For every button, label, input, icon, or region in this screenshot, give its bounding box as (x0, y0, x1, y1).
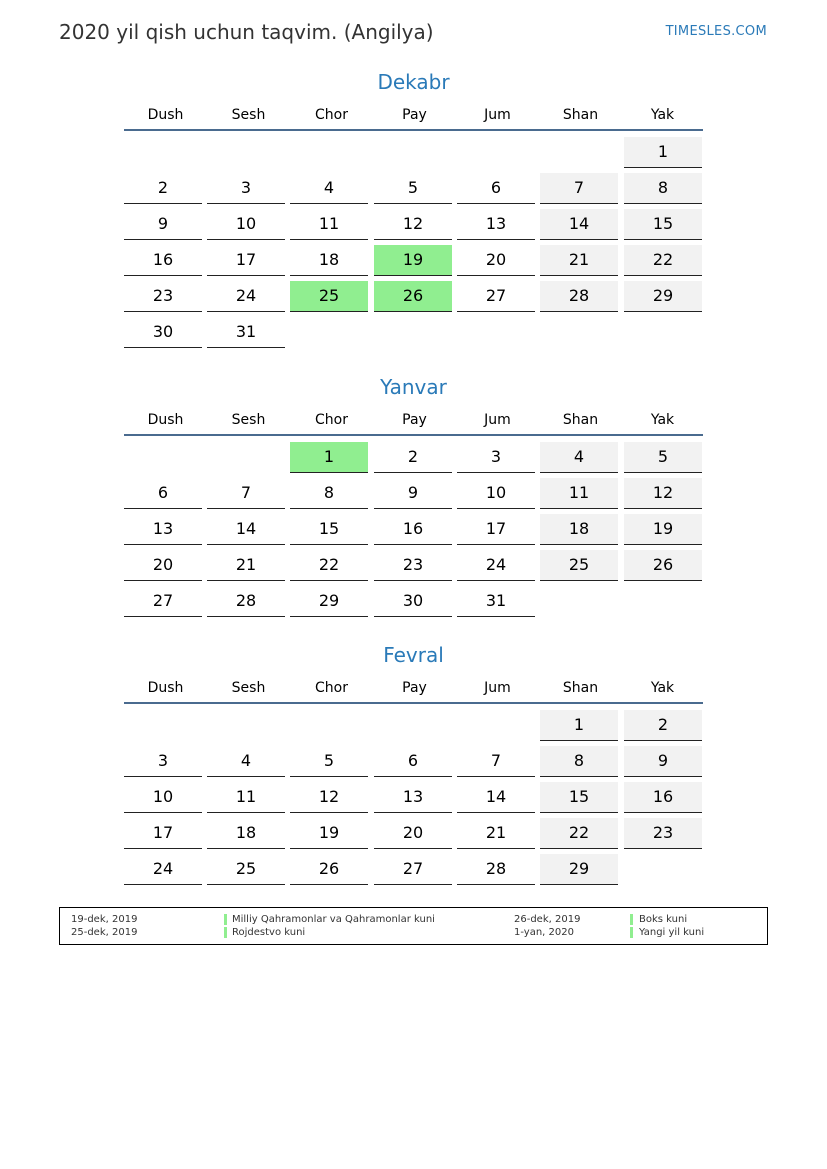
weekday-label: Chor (315, 107, 348, 123)
weekday-label: Yak (650, 412, 675, 428)
day-cell: 20 (124, 550, 202, 581)
day-cell: 28 (457, 854, 535, 885)
weekday-label: Shan (562, 412, 599, 428)
month-calendar (124, 641, 703, 890)
weekday-header (124, 680, 703, 704)
day-cell: 5 (290, 746, 368, 777)
day-cell: 16 (124, 245, 202, 276)
day-cell: 6 (374, 746, 452, 777)
day-cell: 17 (457, 514, 535, 545)
day-cell: 6 (457, 173, 535, 204)
day-cell: 14 (540, 209, 618, 240)
legend-name: Milliy Qahramonlar va Qahramonlar kuni (232, 914, 435, 925)
weekday-label: Sesh (231, 412, 266, 428)
day-cell: 10 (124, 782, 202, 813)
day-cell: 1 (540, 710, 618, 741)
day-cell: 13 (457, 209, 535, 240)
legend-name: Boks kuni (639, 914, 688, 925)
day-cell: 12 (374, 209, 452, 240)
day-cell: 14 (207, 514, 285, 545)
day-cell: 31 (207, 317, 285, 348)
day-cell: 29 (624, 281, 702, 312)
day-cell: 25 (207, 854, 285, 885)
weekday-label: Shan (562, 107, 599, 123)
day-cell: 24 (207, 281, 285, 312)
day-cell: 3 (457, 442, 535, 473)
weekday-label: Jum (484, 107, 511, 123)
holiday-day-cell: 19 (374, 245, 452, 276)
weekday-label: Dush (147, 680, 184, 696)
day-cell: 29 (540, 854, 618, 885)
day-cell: 18 (290, 245, 368, 276)
holiday-day-cell: 25 (290, 281, 368, 312)
day-cell: 22 (540, 818, 618, 849)
day-cell: 15 (290, 514, 368, 545)
day-cell: 13 (374, 782, 452, 813)
legend-color-marker (224, 927, 227, 938)
day-cell: 7 (207, 478, 285, 509)
day-cell: 23 (374, 550, 452, 581)
day-cell: 21 (540, 245, 618, 276)
day-cell: 28 (207, 586, 285, 617)
day-cell: 29 (290, 586, 368, 617)
day-cell: 6 (124, 478, 202, 509)
day-cell: 19 (624, 514, 702, 545)
day-cell: 18 (207, 818, 285, 849)
month-calendar (124, 373, 703, 622)
day-cell: 26 (624, 550, 702, 581)
legend-date: 1-yan, 2020 (514, 927, 574, 938)
day-cell: 11 (540, 478, 618, 509)
weekday-label: Sesh (231, 107, 266, 123)
weekday-label: Dush (147, 107, 184, 123)
day-cell: 2 (374, 442, 452, 473)
day-cell: 27 (374, 854, 452, 885)
weekday-label: Yak (650, 107, 675, 123)
month-calendar (124, 68, 703, 353)
weekday-label: Shan (562, 680, 599, 696)
day-cell: 4 (540, 442, 618, 473)
legend-name: Rojdestvo kuni (232, 927, 306, 938)
weekday-label: Dush (147, 412, 184, 428)
day-cell: 22 (624, 245, 702, 276)
weekday-label: Chor (315, 412, 348, 428)
weekday-label: Jum (484, 412, 511, 428)
site-link[interactable]: TIMESLES.COM (665, 24, 767, 39)
day-cell: 28 (540, 281, 618, 312)
day-cell: 7 (457, 746, 535, 777)
day-cell: 10 (207, 209, 285, 240)
legend-color-marker (224, 914, 227, 925)
page-title: 2020 yil qish uchun taqvim. (Angilya) (59, 20, 434, 44)
day-cell: 31 (457, 586, 535, 617)
holiday-day-cell: 1 (290, 442, 368, 473)
day-cell: 5 (624, 442, 702, 473)
day-cell: 9 (124, 209, 202, 240)
day-cell: 18 (540, 514, 618, 545)
day-cell: 25 (540, 550, 618, 581)
month-title: Fevral (383, 643, 444, 667)
day-cell: 17 (124, 818, 202, 849)
day-grid (124, 442, 703, 622)
weekday-label: Yak (650, 680, 675, 696)
legend-date: 26-dek, 2019 (514, 914, 581, 925)
weekday-header (124, 107, 703, 131)
day-cell: 3 (124, 746, 202, 777)
day-cell: 9 (624, 746, 702, 777)
day-grid (124, 710, 703, 890)
legend-date: 25-dek, 2019 (71, 927, 138, 938)
legend-date: 19-dek, 2019 (71, 914, 138, 925)
day-cell: 13 (124, 514, 202, 545)
day-cell: 2 (124, 173, 202, 204)
day-cell: 20 (457, 245, 535, 276)
day-cell: 3 (207, 173, 285, 204)
day-cell: 24 (457, 550, 535, 581)
day-cell: 15 (624, 209, 702, 240)
day-cell: 21 (457, 818, 535, 849)
day-cell: 21 (207, 550, 285, 581)
day-cell: 23 (624, 818, 702, 849)
day-cell: 4 (290, 173, 368, 204)
weekday-label: Pay (402, 412, 427, 428)
day-cell: 9 (374, 478, 452, 509)
day-cell: 27 (124, 586, 202, 617)
day-cell: 7 (540, 173, 618, 204)
day-cell: 11 (207, 782, 285, 813)
day-cell: 26 (290, 854, 368, 885)
day-cell: 17 (207, 245, 285, 276)
weekday-label: Pay (402, 107, 427, 123)
day-cell: 5 (374, 173, 452, 204)
day-cell: 16 (374, 514, 452, 545)
day-cell: 22 (290, 550, 368, 581)
day-cell: 8 (290, 478, 368, 509)
legend-color-marker (630, 927, 633, 938)
weekday-label: Pay (402, 680, 427, 696)
day-cell: 23 (124, 281, 202, 312)
legend-color-marker (630, 914, 633, 925)
weekday-label: Chor (315, 680, 348, 696)
day-cell: 30 (374, 586, 452, 617)
day-cell: 24 (124, 854, 202, 885)
day-cell: 14 (457, 782, 535, 813)
day-cell: 2 (624, 710, 702, 741)
day-grid (124, 137, 703, 353)
day-cell: 12 (290, 782, 368, 813)
month-title: Dekabr (377, 70, 450, 94)
day-cell: 30 (124, 317, 202, 348)
weekday-label: Sesh (231, 680, 266, 696)
day-cell: 16 (624, 782, 702, 813)
legend-name: Yangi yil kuni (639, 927, 705, 938)
day-cell: 1 (624, 137, 702, 168)
weekday-label: Jum (484, 680, 511, 696)
month-title: Yanvar (380, 375, 447, 399)
day-cell: 19 (290, 818, 368, 849)
day-cell: 4 (207, 746, 285, 777)
day-cell: 20 (374, 818, 452, 849)
day-cell: 27 (457, 281, 535, 312)
day-cell: 8 (540, 746, 618, 777)
day-cell: 12 (624, 478, 702, 509)
holiday-legend (59, 907, 768, 945)
day-cell: 8 (624, 173, 702, 204)
day-cell: 10 (457, 478, 535, 509)
weekday-header (124, 412, 703, 436)
holiday-day-cell: 26 (374, 281, 452, 312)
day-cell: 11 (290, 209, 368, 240)
day-cell: 15 (540, 782, 618, 813)
